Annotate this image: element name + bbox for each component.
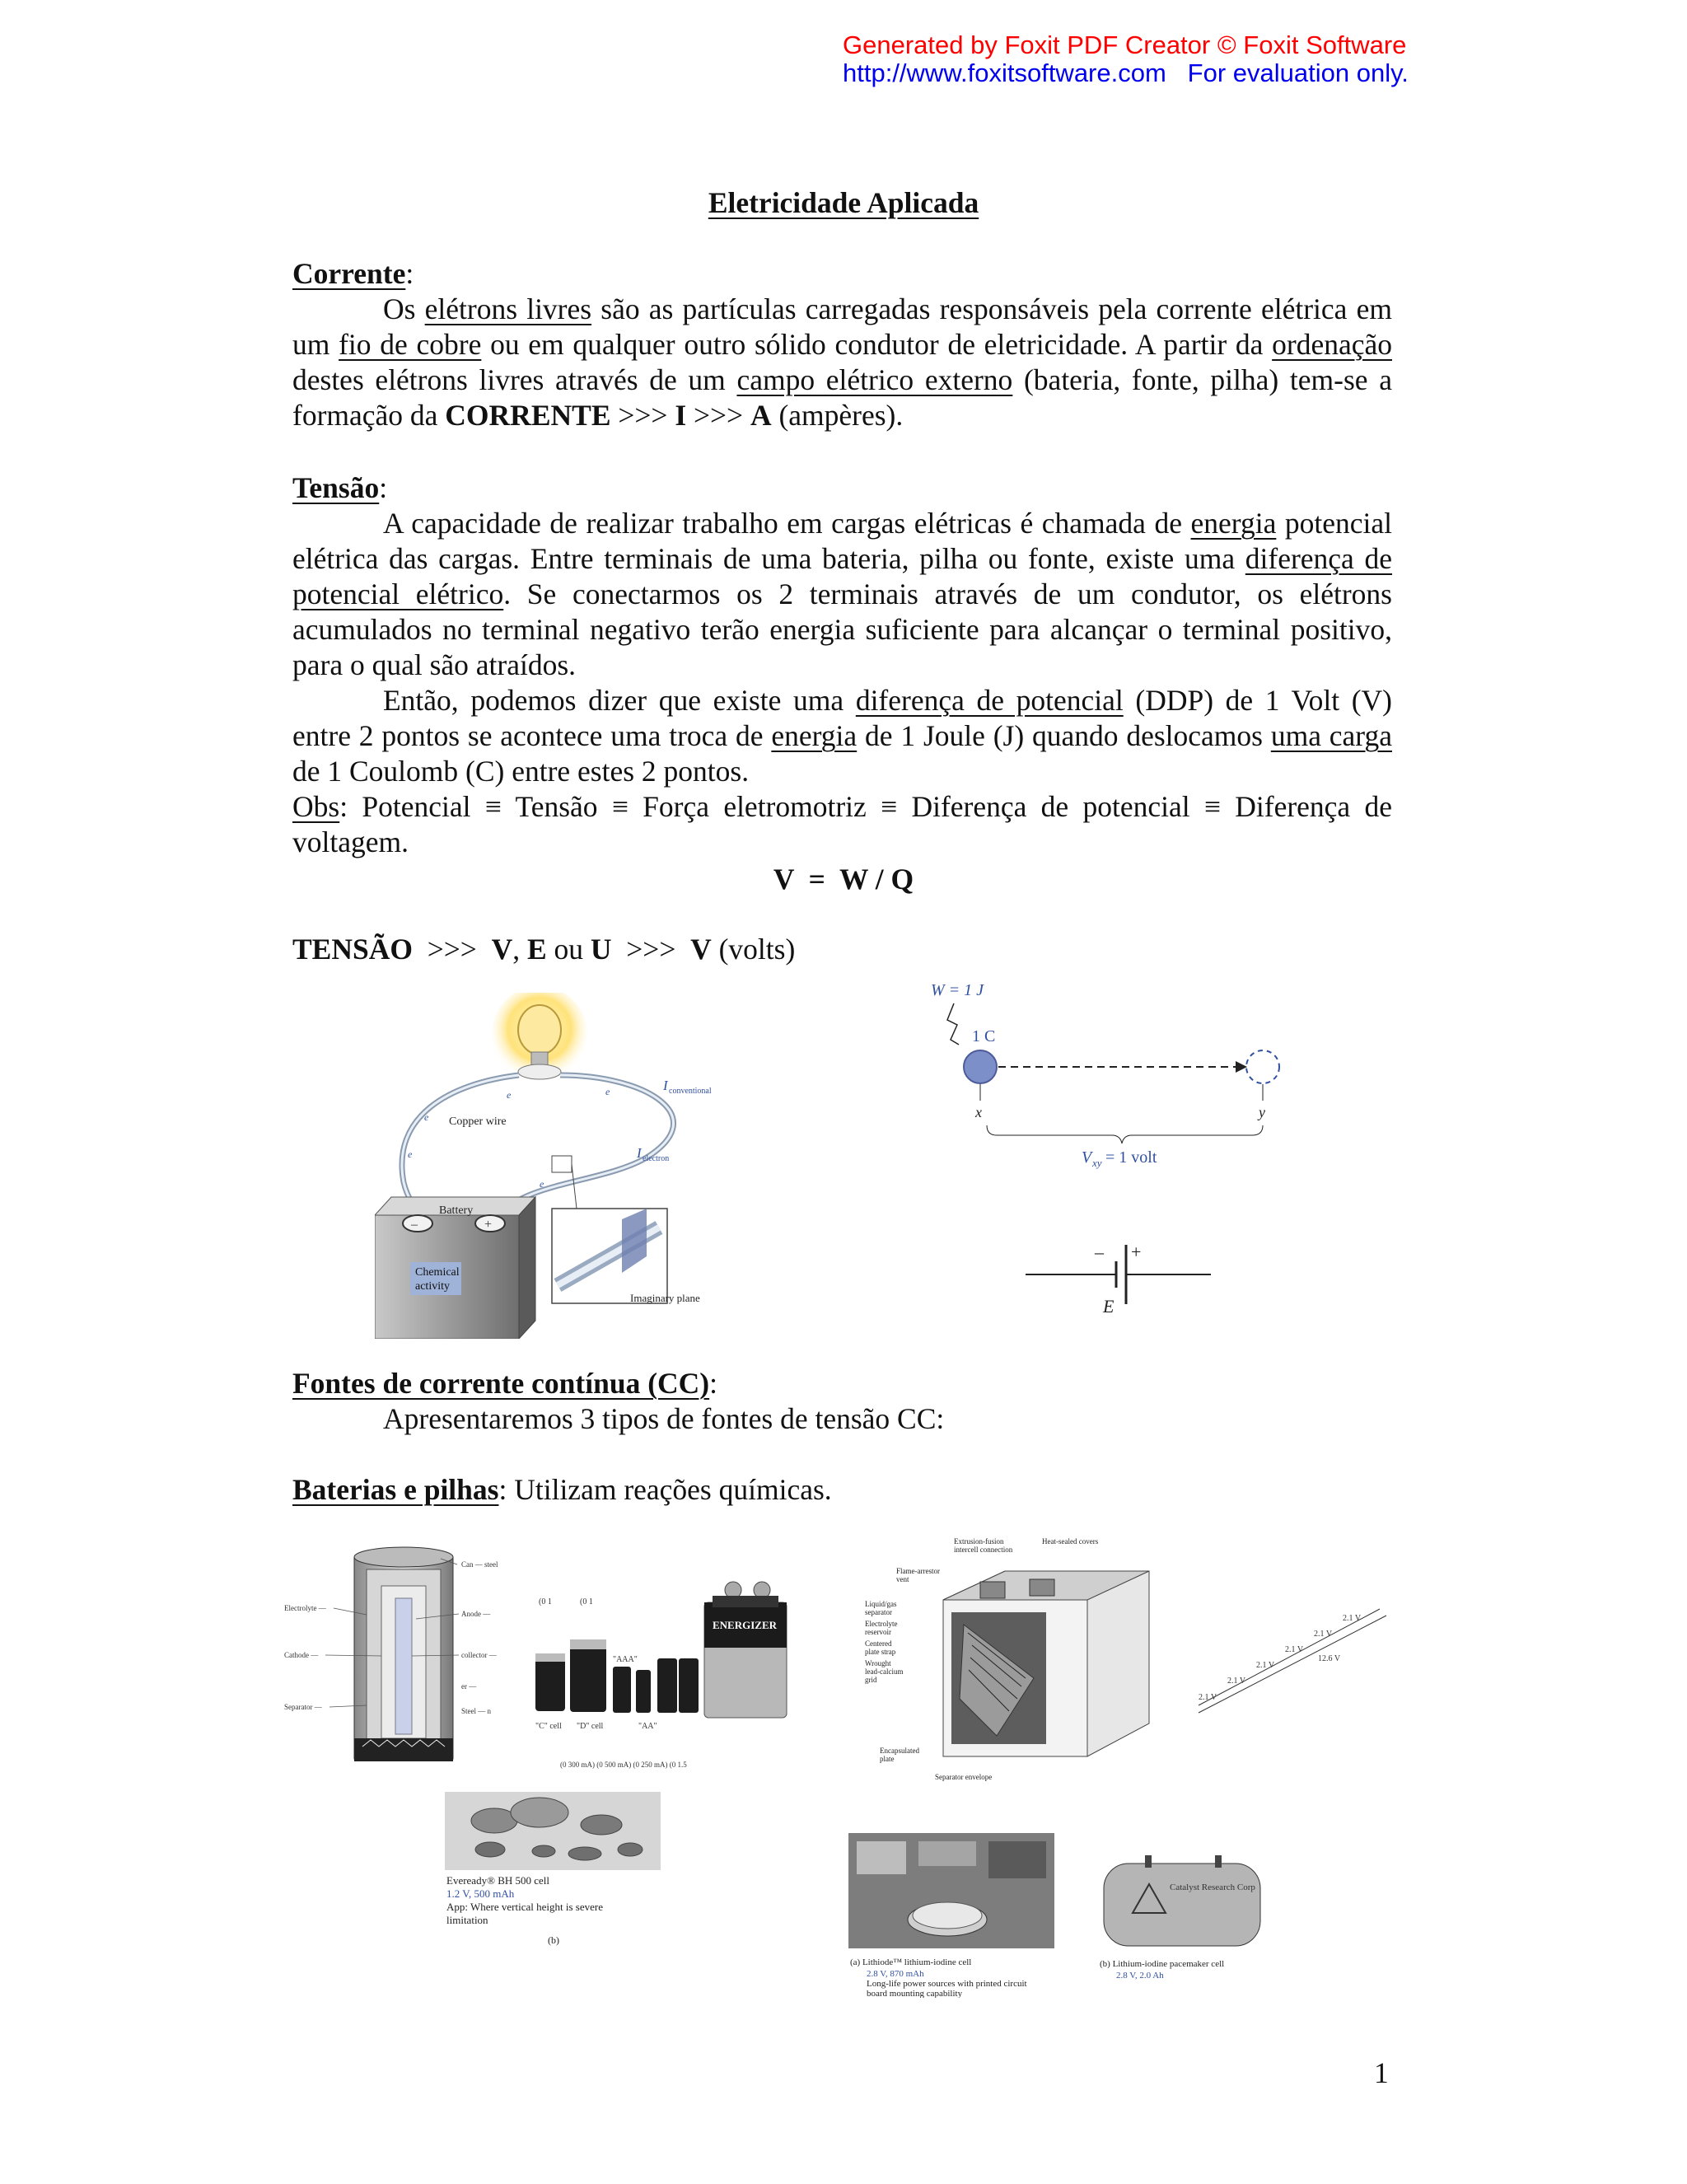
svg-text:Encapsulated: Encapsulated [880,1747,919,1755]
svg-text:Liquid/gas: Liquid/gas [865,1600,897,1608]
point-y-label: y [1259,1104,1265,1120]
svg-text:2.1 V: 2.1 V [1285,1645,1304,1654]
svg-text:2.1 V: 2.1 V [1343,1614,1362,1623]
svg-text:reservoir: reservoir [865,1628,891,1636]
svg-text:Cathode —: Cathode — [284,1651,319,1659]
svg-text:lead-calcium: lead-calcium [865,1667,904,1676]
svg-text:(0 300 mA) (0 500 mA) (0 250: (0 300 mA) (0 500 mA) (0 250 mA) (0 1.5 [560,1761,687,1769]
svg-text:2.8 V, 870 mAh: 2.8 V, 870 mAh [867,1969,924,1979]
vxy-sub: xy [1092,1157,1102,1169]
work-label: W = 1 J [931,981,984,999]
i-electron-sub: electron [643,1154,670,1163]
charge-label: 1 C [972,1027,996,1045]
svg-text:Separator —: Separator — [284,1703,322,1711]
energizer-label: ENERGIZER [713,1619,778,1631]
svg-text:Can — steel: Can — steel [461,1560,498,1569]
svg-text:"AAA": "AAA" [613,1655,638,1664]
watermark-line1: Generated by Foxit PDF Creator © Foxit Software [843,30,1407,59]
battery-symbol-figure [1026,1240,1215,1314]
pacemaker-cell-image [1100,1855,1264,1987]
svg-text:App: Where vertical height is: App: Where vertical height is severe [446,1901,603,1913]
i-conventional-sub: conventional [669,1087,712,1096]
svg-text:grid: grid [865,1676,877,1684]
svg-text:–: – [411,1218,418,1232]
page-number: 1 [1374,2056,1389,2089]
svg-text:"C" cell: "C" cell [535,1722,562,1731]
svg-text:e: e [408,1148,413,1160]
svg-text:e: e [540,1178,544,1190]
svg-text:+: + [484,1218,493,1232]
lead-acid-battery-image [857,1534,1170,1785]
svg-text:Eveready® BH 500 cell: Eveready® BH 500 cell [446,1874,550,1887]
corrente-heading: Corrente: [292,257,414,290]
tensao-summary: TENSÃO >>> V, E ou U >>> V (volts) [292,933,796,966]
fontes-heading: Fontes de corrente contínua (CC): [292,1367,717,1400]
svg-text:Separator envelope: Separator envelope [935,1773,993,1781]
lithium-iodine-cell-image [848,1833,1054,1998]
minus-label: – [1095,1242,1104,1262]
button-cells-image [445,1792,663,1948]
svg-text:"D" cell: "D" cell [577,1722,604,1731]
alkaline-cell-cutaway-image [284,1541,519,1775]
fontes-text: Apresentaremos 3 tipos de fontes de tensão CC: [383,1402,945,1435]
watermark-note: For evaluation only. [1187,58,1409,87]
bulb-icon [518,1005,561,1055]
svg-text:Wrought: Wrought [865,1659,891,1667]
tensao-paragraph-2: Então, podemos dizer que existe uma diferença de potencial (DDP) de 1 Volt (V) entre 2 pontos se acontece uma troca de energia de 1 Joule (J) quando deslocamos uma carga de 1 Coulomb (C) entre estes 2 pontos. [292,684,1393,788]
svg-text:(a) Lithiode™ lithium-iodine: (a) Lithiode™ lithium-iodine cell [850,1957,972,1967]
svg-text:intercell connection: intercell connection [954,1546,1013,1554]
series-total: 12.6 V [1318,1654,1341,1663]
svg-text:Catalyst Research Corp: Catalyst Research Corp [1170,1882,1255,1892]
copper-wire-right [498,1075,674,1217]
corrente-paragraph: Os elétrons livres são as partículas carregadas responsáveis pela corrente elétrica em um fio de cobre ou em qualquer outro sólido condutor de eletricidade. A partir da ordenação destes elétrons livres através de um campo elétrico externo (bateria, fonte, pilha) tem-se a formação da CORRENTE >>> I >>> A (ampères). [292,292,1392,432]
page-title: Eletricidade Aplicada [708,186,979,219]
plus-label: + [1131,1242,1142,1262]
formula: V = W / Q [773,863,914,896]
vxy-label: V [1082,1148,1092,1167]
imaginary-plane-label: Imaginary plane [630,1292,700,1304]
point-x-label: x [975,1104,982,1120]
svg-text:Steel — n: Steel — n [461,1707,491,1715]
svg-text:(b) Lithium-iodine pacemaker: (b) Lithium-iodine pacemaker cell [1100,1959,1225,1969]
charge-figure [923,979,1285,1176]
e-label: E [1103,1296,1115,1314]
watermark-line2 [843,59,1409,87]
svg-text:Electrolyte —: Electrolyte — [284,1604,326,1612]
svg-text:2.1 V: 2.1 V [1199,1693,1217,1702]
svg-text:plate strap: plate strap [865,1648,896,1656]
svg-text:collector —: collector — [461,1651,497,1659]
svg-text:e: e [605,1086,610,1097]
svg-text:1.2 V, 500 mAh: 1.2 V, 500 mAh [446,1887,515,1900]
svg-text:Extrusion-fusion: Extrusion-fusion [954,1537,1004,1546]
assorted-batteries-image [527,1561,811,1775]
tensao-heading: Tensão: [292,471,388,504]
svg-text:2.1 V: 2.1 V [1256,1661,1275,1670]
svg-text:Centered: Centered [865,1639,892,1648]
svg-text:(b): (b) [548,1934,559,1946]
svg-text:separator: separator [865,1608,892,1616]
svg-text:"AA": "AA" [638,1722,657,1731]
svg-text:Anode —: Anode — [461,1610,491,1618]
baterias-line: Baterias e pilhas: Utilizam reações químicas. [292,1473,832,1506]
svg-text:board mounting capability: board mounting capability [867,1989,963,1998]
battery-label: Battery [439,1204,474,1217]
obs-paragraph: Obs: Potencial ≡ Tensão ≡ Força eletromotriz ≡ Diferença de potencial ≡ Diferença de voltagem. [292,790,1392,858]
svg-text:e: e [507,1089,512,1101]
series-cells-image [1182,1602,1404,1726]
svg-text:2.1 V: 2.1 V [1227,1677,1246,1686]
svg-text:(0 1: (0 1 [539,1597,552,1606]
svg-text:plate: plate [880,1755,895,1763]
svg-text:Long-life power sources with p: Long-life power sources with printed circuit [867,1979,1027,1989]
svg-text:vent: vent [896,1575,909,1583]
vxy-value: = 1 volt [1105,1148,1157,1167]
tensao-paragraph-1: A capacidade de realizar trabalho em cargas elétricas é chamada de energia potencial elétrica das cargas. Entre terminais de uma bateria, pilha ou fonte, existe uma diferença de potencial elétrico. Se conectarmos os 2 terminais através de um condutor, os elétrons acumulados no terminal negativo terão energia suficiente para alcançar o terminal positivo, para o qual são atraídos. [292,507,1393,681]
svg-text:2.1 V: 2.1 V [1314,1630,1333,1639]
svg-text:(0 1: (0 1 [580,1597,593,1606]
i-conventional-label: I [663,1078,668,1093]
svg-text:Flame-arrestor: Flame-arrestor [896,1567,940,1575]
svg-text:Electrolyte: Electrolyte [865,1620,898,1628]
watermark-url[interactable]: http://www.foxitsoftware.com [843,58,1166,87]
charge-icon [964,1050,997,1083]
svg-text:limitation: limitation [446,1914,488,1926]
chemical-label-2: activity [415,1280,450,1293]
charge-target-icon [1246,1050,1279,1083]
svg-text:e: e [424,1111,429,1123]
copper-wire-label: Copper wire [449,1115,507,1128]
chemical-label-1: Chemical [415,1266,460,1279]
i-electron-label: I [637,1145,642,1161]
svg-text:Heat-sealed covers: Heat-sealed covers [1042,1537,1099,1546]
svg-text:er —: er — [461,1682,477,1691]
svg-text:2.8 V, 2.0 Ah: 2.8 V, 2.0 Ah [1116,1971,1164,1981]
circuit-figure [375,993,721,1339]
